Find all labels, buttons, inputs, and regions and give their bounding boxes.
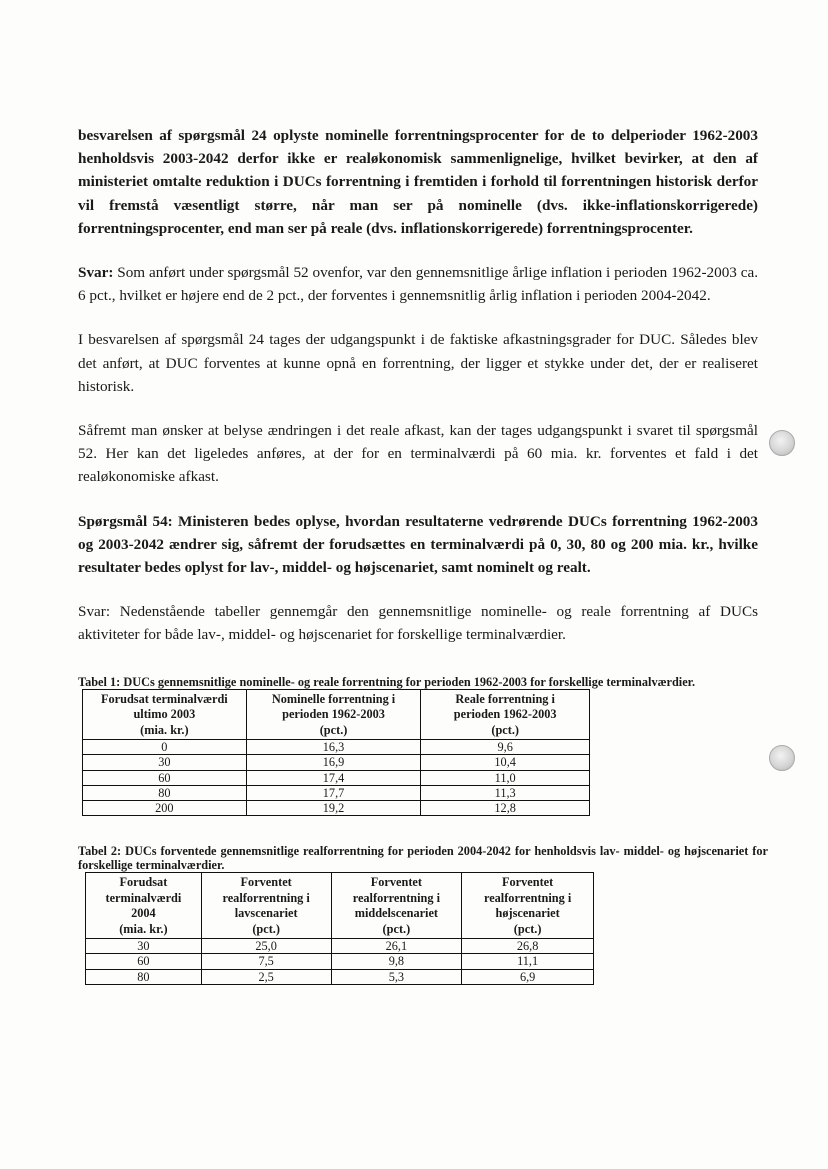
header-line: realforrentning i (352, 890, 441, 905)
header-line: (pct.) (513, 921, 542, 936)
table1-header-col-2 (421, 689, 590, 740)
table-row (83, 740, 590, 755)
header-line: Forventet (502, 875, 554, 890)
table-row (83, 785, 590, 800)
header-line: Forventet (370, 875, 422, 890)
header-line: (pct.) (382, 921, 411, 936)
answer-text: Nedenstående tabeller gennemgår den gennemsnitlige nominelle- og reale forrentning af DUCs aktiviteter for både lav-, middel- og højscenariet for forskellige terminalværdier. (78, 603, 758, 644)
table2 (85, 872, 594, 985)
table-cell: 25,0 (201, 939, 331, 954)
table-cell: 30 (83, 755, 247, 770)
header-line: (pct.) (252, 921, 280, 936)
header-line: Reale forrentning i (455, 691, 555, 706)
table-cell: 2,5 (201, 969, 331, 984)
table2-header-col-1 (201, 873, 331, 939)
table-cell: 26,8 (462, 939, 594, 954)
table-cell: 19,2 (246, 800, 421, 815)
paragraph-question-continuation: besvarelsen af spørgsmål 24 oplyste nominelle forrentningsprocenter for de to delperioder 1962-2003 henholdsvis 2003-2042 derfor ikke er realøkonomisk sammenlignelige, hvilket bevirker, at den af ministeriet omtalte reduktion i DUCs forrentning i fremtiden i forhold til forrentningen historisk derfor vil fremstå væsentligt større, når man ser på nominelle (dvs. ikke-inflationskorrigerede) forrentningsprocenter, end man ser på reale (dvs. inflationskorrigerede) forrentningsprocenter. (78, 127, 758, 237)
header-line: (mia. kr.) (140, 722, 189, 737)
table-cell: 11,0 (421, 770, 590, 785)
header-line: Nominelle forrentning i (271, 691, 396, 706)
table2-header-col-3 (462, 873, 594, 939)
table-cell: 200 (83, 800, 247, 815)
table-cell: 12,8 (421, 800, 590, 815)
table2-header-col-0 (86, 873, 202, 939)
document-page (78, 124, 768, 985)
table-row (83, 770, 590, 785)
table-cell: 0 (83, 740, 247, 755)
table-cell: 80 (83, 785, 247, 800)
header-line: Forudsat (119, 875, 168, 890)
header-line: realforrentning i (222, 890, 310, 905)
header-line: 2004 (131, 906, 156, 921)
table-row (83, 755, 590, 770)
table-cell: 11,1 (462, 954, 594, 969)
table-cell: 10,4 (421, 755, 590, 770)
paragraph-answer-continued: I besvarelsen af spørgsmål 24 tages der udgangspunkt i de faktiske afkastningsgrader for DUC. Således blev det anført, at DUC forventes at kunne opnå en forrentning, der ligger et stykke under det, der er realiseret historisk. (78, 331, 758, 395)
header-line: Forudsat terminalværdi (101, 691, 228, 706)
table-cell: 17,4 (246, 770, 421, 785)
punch-hole-upper (769, 430, 795, 456)
table-row (83, 800, 590, 815)
header-line: (mia. kr.) (119, 921, 168, 936)
table1-header-col-0 (83, 689, 247, 740)
header-line: perioden 1962-2003 (453, 707, 557, 722)
table-cell: 60 (83, 770, 247, 785)
table-cell: 60 (86, 954, 202, 969)
punch-hole-lower (769, 745, 795, 771)
table-cell: 16,3 (246, 740, 421, 755)
header-line: perioden 1962-2003 (282, 707, 385, 722)
table-row (86, 939, 594, 954)
table-cell: 6,9 (462, 969, 594, 984)
header-line: lavscenariet (234, 906, 298, 921)
table-cell: 80 (86, 969, 202, 984)
answer-label: Svar: (78, 603, 111, 621)
table-cell: 7,5 (201, 954, 331, 969)
table-row (86, 969, 594, 984)
table-cell: 17,7 (246, 785, 421, 800)
header-line: ultimo 2003 (133, 707, 196, 722)
paragraph-answer-real-return: Såfremt man ønsker at belyse ændringen i det reale afkast, kan der tages udgangspunkt i svaret til spørgsmål 52. Her kan det ligeledes anføres, at der for en terminalværdi på 60 mia. kr. forventes et fald i det realøkonomiske afkast. (78, 422, 758, 486)
answer-label: Svar: (78, 264, 114, 282)
header-line: (pct.) (491, 722, 519, 737)
header-line: højscenariet (495, 906, 560, 921)
table1-header-col-1 (246, 689, 421, 740)
header-line: realforrentning i (483, 890, 572, 905)
paragraph-answer-54 (78, 600, 758, 646)
table-cell: 9,6 (421, 740, 590, 755)
table-row (86, 954, 594, 969)
table-cell: 9,8 (331, 954, 462, 969)
table2-header-col-2 (331, 873, 462, 939)
answer-text: Som anført under spørgsmål 52 ovenfor, var den gennemsnitlige årlige inflation i perioden 1962-2003 ca. 6 pct., hvilket er højere end de 2 pct., der forventes i gennemsnitlig årlig inflation i perioden 2004-2042. (78, 264, 758, 305)
header-line: middelscenariet (354, 906, 439, 921)
paragraph-answer-53 (78, 261, 758, 307)
table1-caption: Tabel 1: DUCs gennemsnitlige nominelle- og reale forrentning for perioden 1962-2003 for forskellige terminalværdier. (78, 674, 696, 689)
table-cell: 11,3 (421, 785, 590, 800)
table-cell: 30 (86, 939, 202, 954)
paragraph-question-54: Spørgsmål 54: Ministeren bedes oplyse, hvordan resultaterne vedrørende DUCs forrentning 1962-2003 og 2003-2042 ændrer sig, såfremt der forudsættes en terminalværdi på 0, 30, 80 og 200 mia. kr., hvilke resultater bedes oplyst for lav-, middel- og højscenariet, samt nominelt og realt. (78, 512, 758, 577)
header-line: (pct.) (319, 722, 348, 737)
header-line: Forventet (240, 875, 292, 890)
header-line: terminalværdi (105, 890, 182, 905)
table-cell: 5,3 (331, 969, 462, 984)
table-cell: 26,1 (331, 939, 462, 954)
table-cell: 16,9 (246, 755, 421, 770)
table1 (82, 689, 590, 817)
table2-caption: Tabel 2: DUCs forventede gennemsnitlige realforrentning for perioden 2004-2042 for henholdsvis lav- middel- og højscenariet for forskellige terminalværdier. (78, 844, 768, 873)
